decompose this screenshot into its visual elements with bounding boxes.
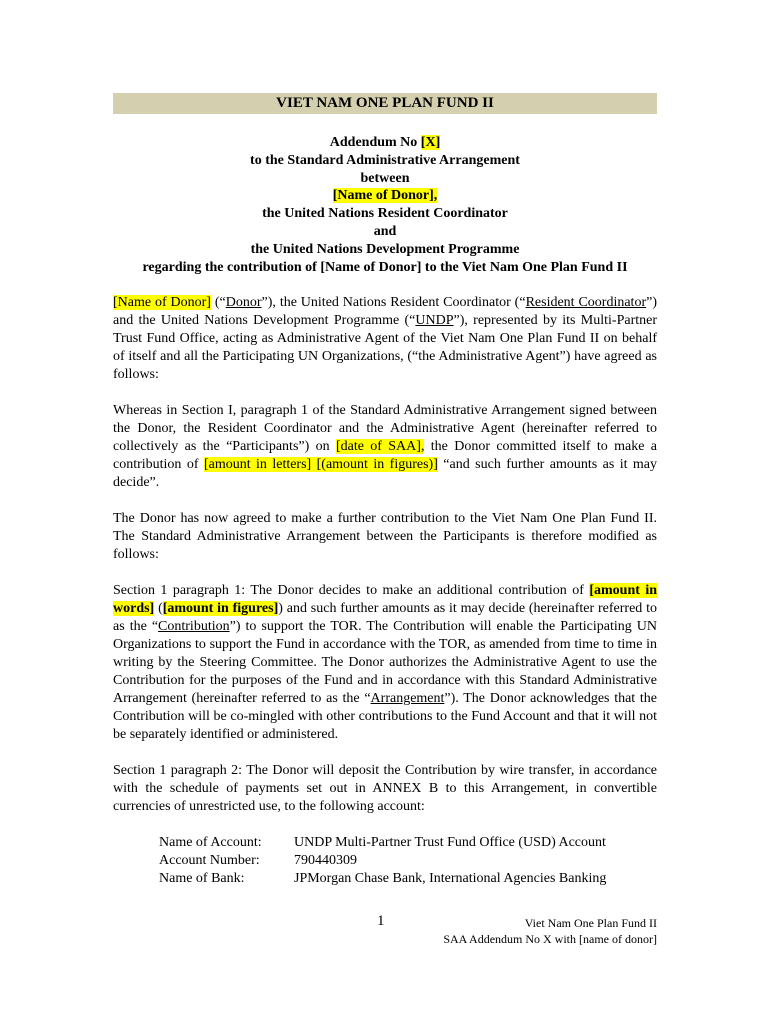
text-run: ) and such further amounts as it may decide (hereinafter referred to as the “ bbox=[113, 601, 658, 635]
arrangement-defined-term: Arrangement bbox=[370, 691, 445, 707]
text-run: the Donor committed itself to make a contribution of bbox=[113, 439, 657, 473]
addendum-number-placeholder: [X] bbox=[420, 135, 441, 150]
account-row bbox=[159, 870, 657, 888]
account-details bbox=[159, 834, 657, 888]
heading-line-4 bbox=[113, 187, 657, 205]
paragraph-section1-p1 bbox=[113, 582, 657, 744]
paragraph-parties bbox=[113, 294, 657, 384]
account-label: Account Number: bbox=[159, 853, 260, 869]
account-value: UNDP Multi-Partner Trust Fund Office (USD) Account bbox=[294, 835, 606, 851]
addendum-heading bbox=[113, 134, 657, 276]
text-run: (“ bbox=[210, 295, 226, 311]
footer-right bbox=[443, 915, 657, 947]
paragraph-section1-p2: Section 1 paragraph 2: The Donor will deposit the Contribution by wire transfer, in accordance with the schedule of payments set out in ANNEX B to this Arrangement, in convertible currencies of unrestricted use, to the following account: bbox=[113, 763, 657, 815]
text-run: ”), the United Nations Resident Coordinator (“ bbox=[261, 295, 526, 311]
donor-placeholder: [Name of Donor] bbox=[113, 295, 211, 311]
heading-line-2: to the Standard Administrative Arrangement bbox=[250, 152, 520, 168]
footer-line-1: Viet Nam One Plan Fund II bbox=[524, 916, 657, 930]
text-run: Section 1 paragraph 1: The Donor decides to make an additional contribution of bbox=[113, 583, 590, 599]
account-label: Name of Bank: bbox=[159, 871, 245, 887]
paragraph-further-contribution: The Donor has now agreed to make a further contribution to the Viet Nam One Plan Fund II. The Standard Administrative Arrangement between the Participants is therefore modified as follows: bbox=[113, 511, 657, 563]
text-run: ”), represented by its Multi-Partner Trust Fund Office, acting as Administrative Agent of the Viet Nam One Plan Fund II on behalf of itself and all the Participating UN Organizations, (“the Administrative Agent”) have agreed as follows: bbox=[113, 313, 657, 383]
account-value: 790440309 bbox=[294, 853, 357, 869]
text-run: ”). The Donor acknowledges that the Contribution will be co-mingled with other contributions to the Fund Account and that it will not be separately identified or administered. bbox=[113, 691, 657, 743]
text-run: ( bbox=[154, 601, 163, 617]
page-footer bbox=[113, 913, 657, 953]
heading-line-3: between bbox=[360, 170, 410, 186]
paragraph-whereas bbox=[113, 402, 657, 492]
donor-name-placeholder: [Name of Donor], bbox=[332, 188, 438, 204]
text-run: Whereas in Section I, paragraph 1 of the Standard Administrative Arrangement signed between the Donor, the Resident Coordinator and the Administrative Agent (hereinafter referred to collectively as the “Participants”) on bbox=[113, 403, 657, 455]
addendum-prefix: Addendum No bbox=[329, 135, 421, 150]
document-title: VIET NAM ONE PLAN FUND II bbox=[113, 93, 657, 114]
heading-line-5: the United Nations Resident Coordinator bbox=[262, 206, 508, 222]
heading-line-6: and bbox=[373, 223, 397, 239]
heading-line-8: regarding the contribution of [Name of Donor] to the Viet Nam One Plan Fund II bbox=[142, 259, 628, 275]
account-row bbox=[159, 852, 657, 870]
footer-line-2: SAA Addendum No X with [name of donor] bbox=[443, 932, 657, 946]
heading-line-7: the United Nations Development Programme bbox=[250, 241, 520, 257]
text-run: ”) and the United Nations Development Programme (“ bbox=[113, 295, 657, 329]
page-number: 1 bbox=[377, 913, 385, 929]
amount-placeholder: [amount in letters] [(amount in figures)] bbox=[203, 457, 438, 473]
account-value: JPMorgan Chase Bank, International Agencies Banking bbox=[294, 871, 607, 887]
undp-defined-term: UNDP bbox=[415, 313, 454, 329]
date-placeholder: [date of SAA], bbox=[335, 439, 425, 455]
document-page bbox=[113, 93, 657, 888]
amount-words-placeholder: [amount in words] bbox=[113, 583, 658, 617]
text-run: ”) to support the TOR. The Contribution will enable the Participating UN Organizations to support the Fund in accordance with the TOR, as amended from time to time in writing by the Steering Committee. The Donor authorizes the Administrative Agent to use the Contribution for the purposes of the Fund and in accordance with this Standard Administrative Arrangement (hereinafter referred to as the “ bbox=[113, 619, 658, 707]
amount-figures-placeholder: [amount in figures] bbox=[162, 601, 279, 617]
addendum-number-line bbox=[113, 134, 657, 152]
account-label: Name of Account: bbox=[159, 835, 262, 851]
account-row bbox=[159, 834, 657, 852]
text-run: “and such further amounts as it may decide”. bbox=[113, 457, 658, 491]
rc-defined-term: Resident Coordinator bbox=[525, 295, 647, 311]
donor-defined-term: Donor bbox=[225, 295, 262, 311]
contribution-defined-term: Contribution bbox=[158, 619, 230, 635]
